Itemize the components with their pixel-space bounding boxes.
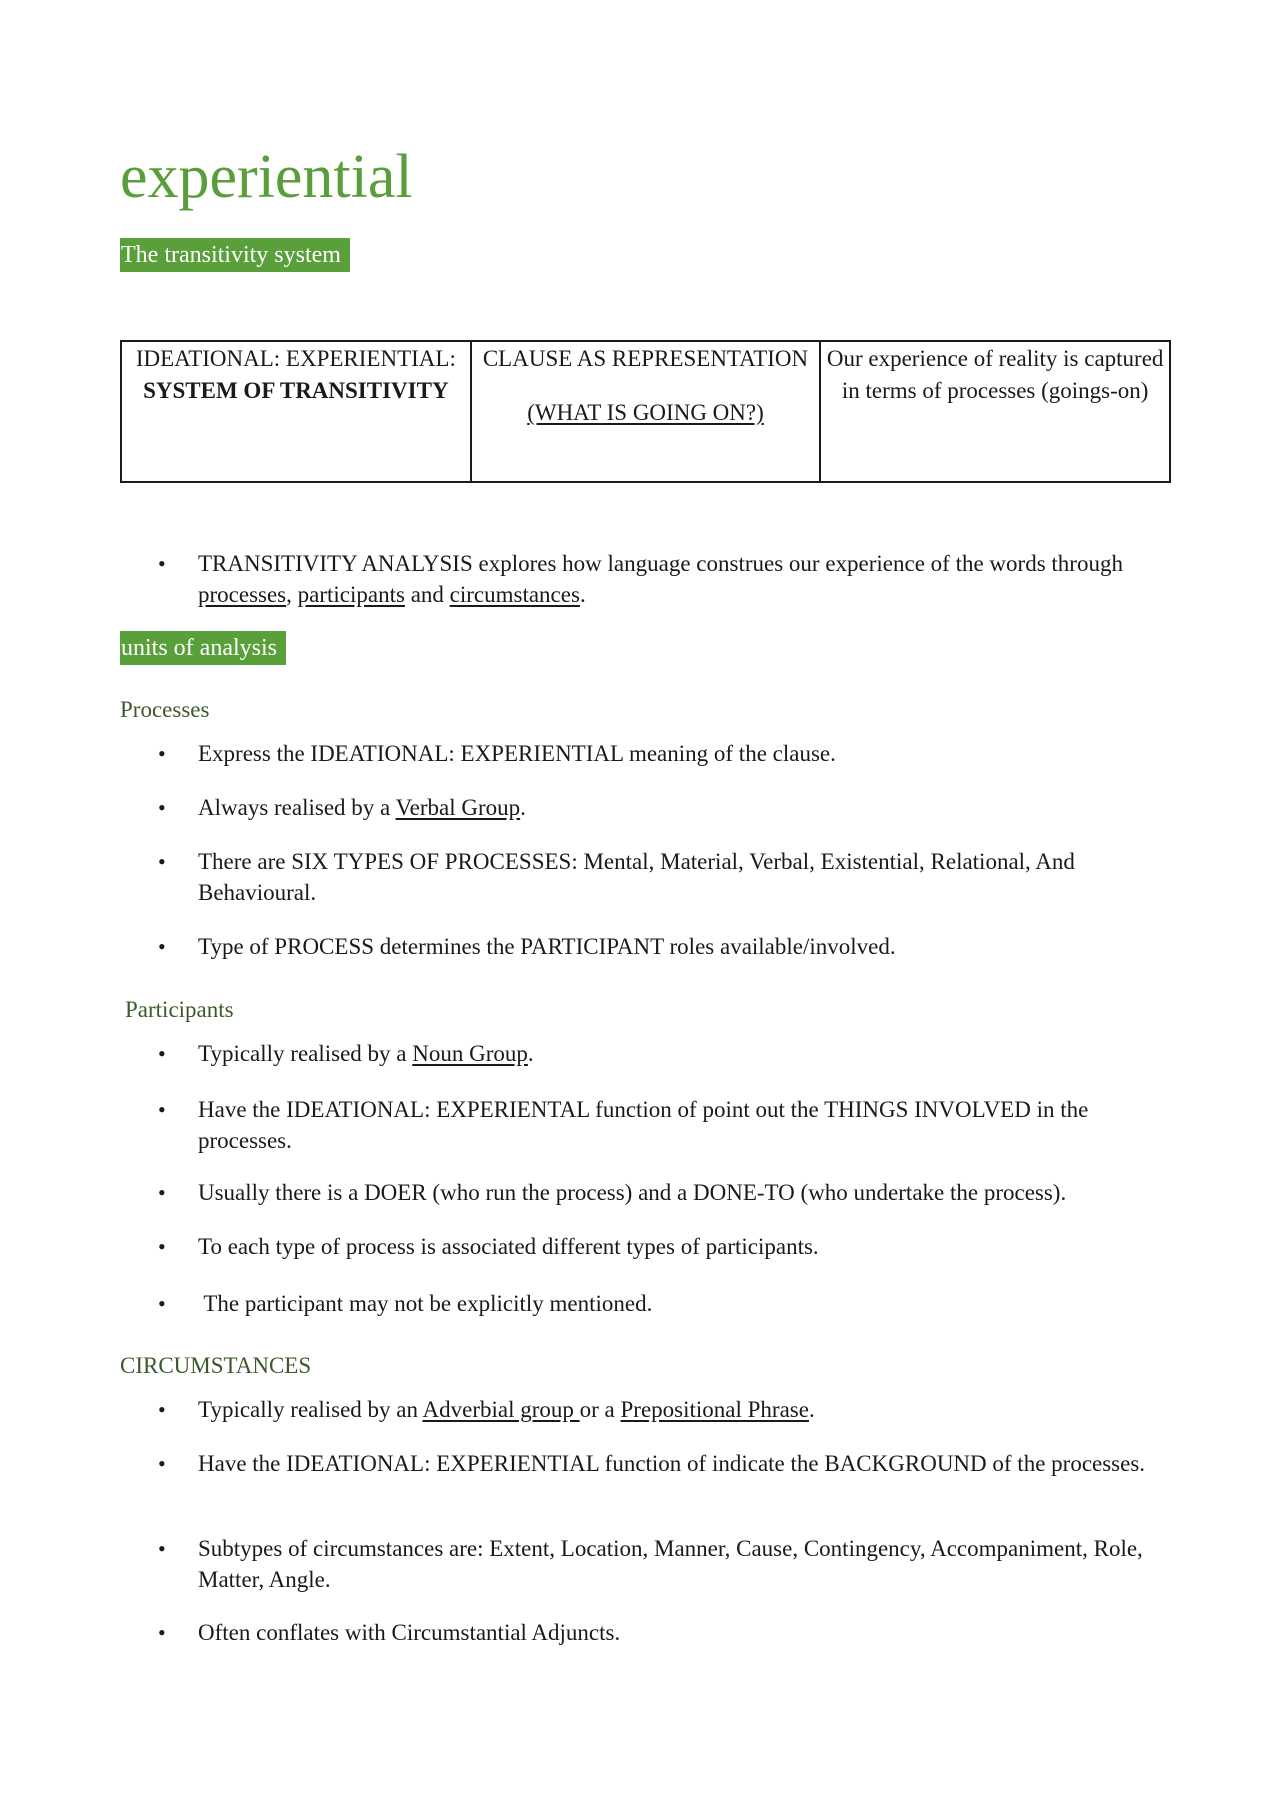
link-verbal-group[interactable]: Verbal Group (395, 795, 521, 820)
cell-line-bold: SYSTEM OF TRANSITIVITY (143, 378, 449, 403)
list-item (158, 738, 1158, 769)
bullet-icon: • (158, 1234, 166, 1259)
cell-line: IDEATIONAL: EXPERIENTIAL: (135, 346, 456, 371)
bullet-icon: • (158, 551, 166, 576)
list-item (158, 1617, 1158, 1648)
bullet-icon: • (158, 1620, 166, 1645)
table-row (121, 341, 1170, 482)
bullet-icon: • (158, 1536, 166, 1561)
bullet-icon: • (158, 1397, 166, 1422)
list-item (158, 1288, 1158, 1319)
list-item (158, 548, 1158, 610)
bullet-text: Usually there is a DOER (who run the process) and a DONE-TO (who undertake the process). (198, 1180, 1067, 1205)
bullet-text: To each type of process is associated different types of participants. (198, 1234, 819, 1259)
list-item (158, 1394, 1158, 1425)
cell-text: Our experience of reality is captured in terms of processes (goings-on) (826, 346, 1164, 403)
list-item (158, 1533, 1158, 1595)
table-cell-clause (471, 341, 821, 482)
list-item (158, 1177, 1158, 1208)
bullet-text: The participant may not be explicitly mentioned. (198, 1291, 653, 1316)
summary-table (120, 340, 1171, 483)
heading-circumstances: CIRCUMSTANCES (120, 1353, 312, 1378)
section-label-units: units of analysis (120, 631, 286, 665)
bullet-text: Typically realised by a Noun Group. (198, 1041, 534, 1066)
link-adverbial-group[interactable]: Adverbial group (422, 1397, 580, 1422)
bullet-icon: • (158, 1097, 166, 1122)
list-item (158, 1038, 1158, 1069)
list-item (158, 931, 1158, 962)
section-label-transitivity: The transitivity system (120, 238, 350, 272)
bullet-text: Type of PROCESS determines the PARTICIPANT roles available/involved. (198, 934, 896, 959)
link-noun-group[interactable]: Noun Group (412, 1041, 528, 1066)
bullet-text: Typically realised by an Adverbial group or a Prepositional Phrase. (198, 1397, 815, 1422)
link-processes[interactable]: processes (198, 582, 287, 607)
list-item (158, 1231, 1158, 1262)
bullet-text: Always realised by a Verbal Group. (198, 795, 526, 820)
bullet-icon: • (158, 1291, 166, 1316)
list-item (158, 792, 1158, 823)
bullet-icon: • (158, 934, 166, 959)
bullet-text: Have the IDEATIONAL: EXPERIENTAL function of point out the THINGS INVOLVED in the processes. (198, 1097, 1089, 1153)
bullet-icon: • (158, 1451, 166, 1476)
link-participants[interactable]: participants (297, 582, 405, 607)
bullet-text: TRANSITIVITY ANALYSIS explores how language construes our experience of the words through processes, participants and circumstances. (198, 551, 1123, 607)
bullet-icon: • (158, 795, 166, 820)
heading-participants: Participants (125, 997, 234, 1022)
page-title: experiential (120, 143, 413, 211)
table-cell-description (820, 341, 1170, 482)
heading-processes: Processes (120, 697, 210, 722)
bullet-icon: • (158, 1041, 166, 1066)
cell-line-underlined: (WHAT IS GOING ON?) (527, 400, 764, 425)
table-cell-metafunction (121, 341, 471, 482)
list-item (158, 846, 1158, 908)
bullet-icon: • (158, 849, 166, 874)
bullet-icon: • (158, 1180, 166, 1205)
bullet-icon: • (158, 741, 166, 766)
bullet-text: Subtypes of circumstances are: Extent, Location, Manner, Cause, Contingency, Accompaniment, Role, Matter, Angle. (198, 1536, 1143, 1592)
bullet-text: Have the IDEATIONAL: EXPERIENTIAL function of indicate the BACKGROUND of the processes. (198, 1451, 1146, 1476)
cell-line: CLAUSE AS REPRESENTATION (482, 346, 809, 371)
bullet-text: There are SIX TYPES OF PROCESSES: Mental, Material, Verbal, Existential, Relational, And Behavioural. (198, 849, 1075, 905)
bullet-text: Often conflates with Circumstantial Adjuncts. (198, 1620, 621, 1645)
link-circumstances[interactable]: circumstances (449, 582, 580, 607)
link-prepositional-phrase[interactable]: Prepositional Phrase (620, 1397, 809, 1422)
bullet-text: Express the IDEATIONAL: EXPERIENTIAL meaning of the clause. (198, 741, 836, 766)
list-item (158, 1094, 1158, 1156)
list-item (158, 1448, 1158, 1479)
